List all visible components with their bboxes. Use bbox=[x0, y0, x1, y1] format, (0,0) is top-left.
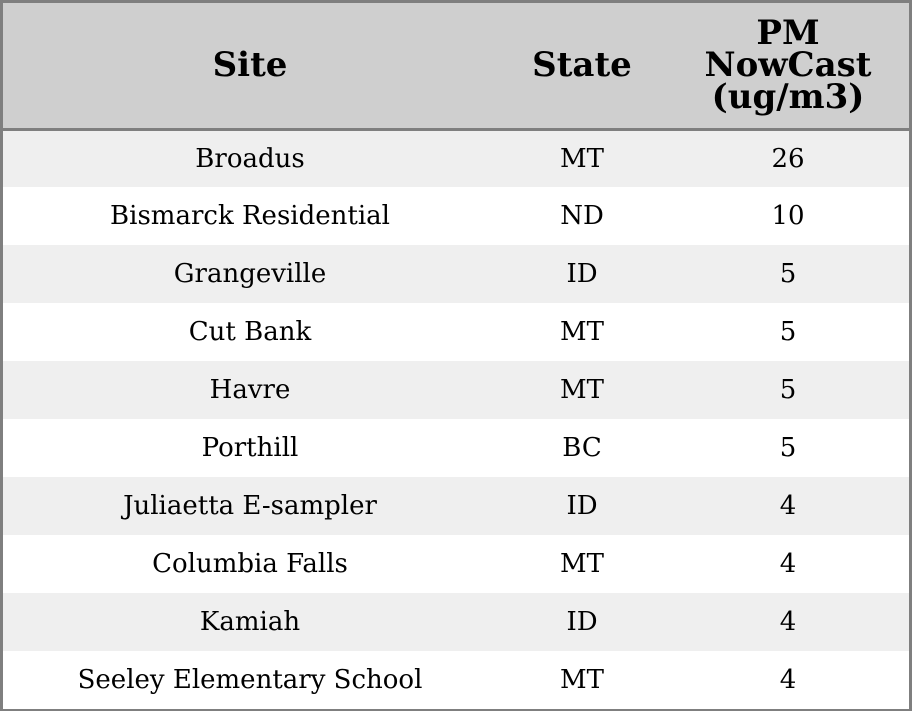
table-header bbox=[3, 3, 909, 129]
table-body bbox=[3, 129, 909, 709]
cell-pm: 4 bbox=[779, 491, 797, 521]
header-state bbox=[497, 3, 667, 129]
table-row bbox=[3, 187, 909, 245]
cell-state: ID bbox=[566, 607, 598, 637]
cell-state: MT bbox=[560, 317, 604, 347]
cell-state: ND bbox=[560, 201, 604, 231]
cell-pm: 10 bbox=[771, 201, 805, 231]
header-site-label: Site bbox=[212, 45, 288, 86]
cell-site: Seeley Elementary School bbox=[77, 665, 423, 695]
header-pm-line-3: (ug/m3) bbox=[711, 77, 865, 118]
table-row bbox=[3, 477, 909, 535]
cell-site: Kamiah bbox=[199, 607, 301, 637]
cell-state: MT bbox=[560, 375, 604, 405]
cell-pm: 5 bbox=[779, 259, 797, 289]
cell-state: BC bbox=[562, 433, 602, 463]
cell-state: MT bbox=[560, 665, 604, 695]
cell-site: Cut Bank bbox=[188, 317, 312, 347]
cell-pm: 4 bbox=[779, 607, 797, 637]
cell-pm: 4 bbox=[779, 665, 797, 695]
cell-site: Columbia Falls bbox=[152, 549, 348, 579]
header-pm-line-1: PM bbox=[756, 13, 820, 54]
cell-pm: 5 bbox=[779, 433, 797, 463]
cell-site: Porthill bbox=[201, 433, 299, 463]
header-state-label: State bbox=[532, 45, 632, 86]
cell-pm: 26 bbox=[771, 143, 805, 174]
cell-site: Bismarck Residential bbox=[110, 201, 390, 231]
header-pm-line-2: NowCast bbox=[704, 45, 872, 86]
cell-site: Havre bbox=[209, 375, 291, 405]
table-row bbox=[3, 245, 909, 303]
cell-site: Juliaetta E-sampler bbox=[123, 491, 377, 521]
cell-pm: 5 bbox=[779, 317, 797, 347]
table-row bbox=[3, 593, 909, 651]
table-row bbox=[3, 303, 909, 361]
header-row bbox=[3, 3, 909, 129]
header-site bbox=[3, 3, 497, 129]
cell-state: ID bbox=[566, 491, 598, 521]
cell-state: MT bbox=[560, 549, 604, 579]
table-row bbox=[3, 129, 909, 187]
table-row bbox=[3, 651, 909, 709]
cell-state: MT bbox=[560, 143, 604, 174]
table-row bbox=[3, 535, 909, 593]
cell-pm: 5 bbox=[779, 375, 797, 405]
table-row bbox=[3, 361, 909, 419]
pm-nowcast-table bbox=[3, 3, 909, 709]
cell-state: ID bbox=[566, 259, 598, 289]
header-pm-nowcast bbox=[667, 3, 909, 129]
cell-pm: 4 bbox=[779, 549, 797, 579]
cell-site: Broadus bbox=[195, 143, 305, 174]
table-row bbox=[3, 419, 909, 477]
cell-site: Grangeville bbox=[173, 259, 327, 289]
